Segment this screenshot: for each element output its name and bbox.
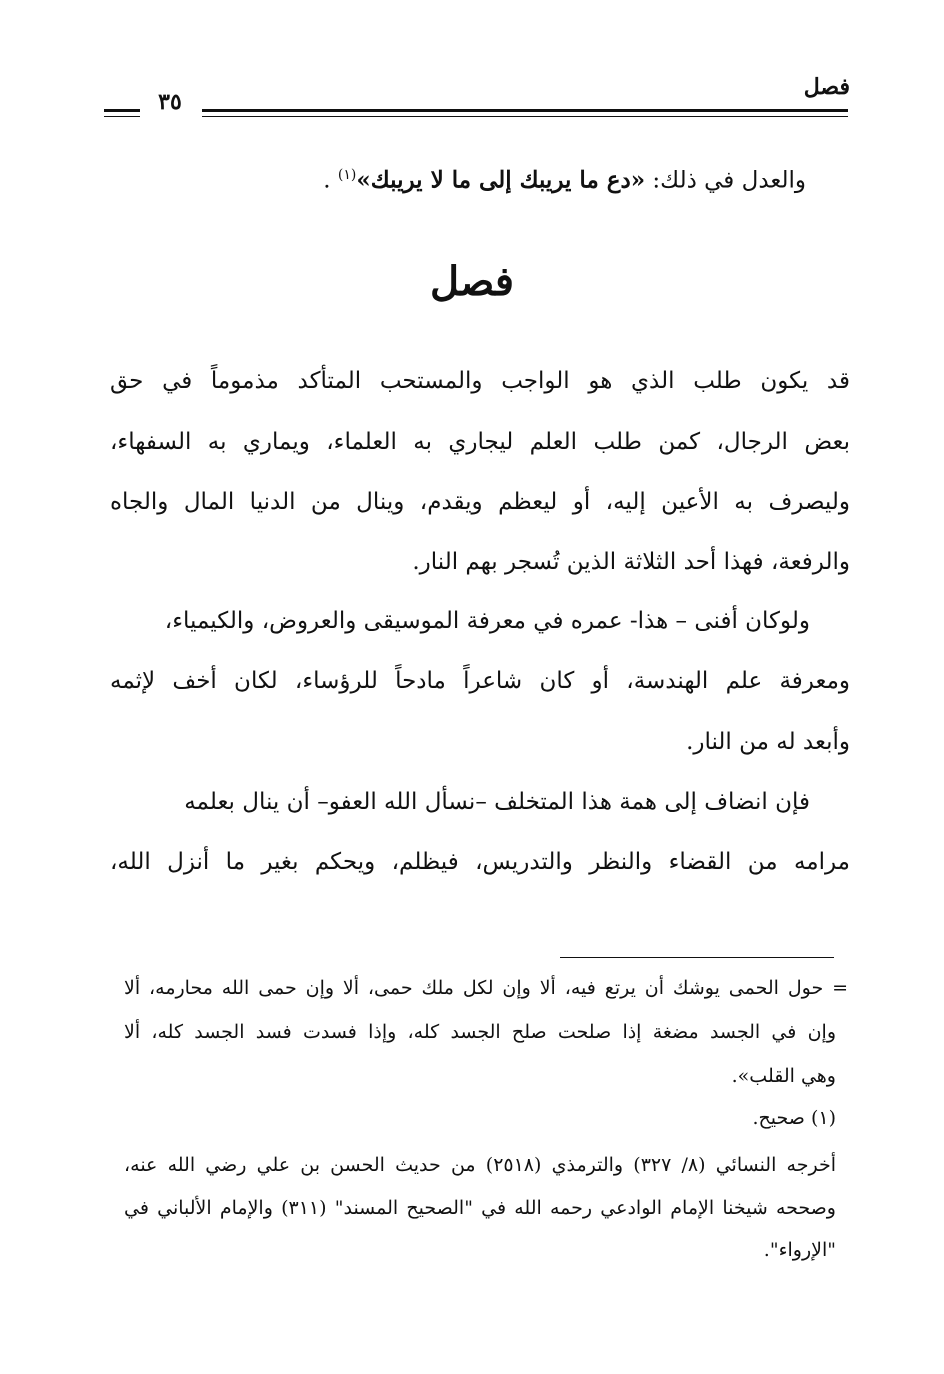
running-title: فصل — [803, 74, 850, 100]
page-number: ٣٥ — [158, 89, 182, 115]
footnote-line: وصححه شيخنا الإمام الوادعي رحمه الله في "الصحيح المسند" (٣١١) والإمام الألباني في — [124, 1197, 836, 1219]
section-heading: فصل — [429, 258, 515, 305]
footnote-marker: (١) — [337, 167, 357, 183]
header-rule-thick — [202, 109, 848, 112]
body-line: وليصرف به الأعين إليه، أو ليعظم ويقدم، وينال من الدنيا المال والجاه — [110, 489, 850, 515]
opening-line — [323, 160, 806, 196]
body-line: بعض الرجال، كمن طلب العلم ليجاري به العلماء، ويماري به السفهاء، — [110, 429, 850, 455]
footnote-line: وهي القلب». — [731, 1065, 836, 1087]
footnote-line: "الإرواء". — [763, 1239, 836, 1261]
footnote-line: أخرجه النسائي (٨/ ٣٢٧) والترمذي (٢٥١٨) من حديث الحسن بن علي رضي الله عنه، — [124, 1154, 836, 1176]
body-line: قد يكون طلب الذي هو الواجب والمستحب المتأكد مذموماً في حق — [110, 368, 850, 394]
body-line: والرفعة، فهذا أحد الثلاثة الذين تُسجر بهم النار. — [412, 549, 850, 575]
hadith-quote: «دع ما يريبك إلى ما لا يريبك» — [356, 166, 646, 194]
body-line: وأبعد له من النار. — [686, 729, 850, 755]
page-number-rule-thin — [104, 116, 140, 117]
opening-lead: والعدل في ذلك: — [645, 167, 806, 194]
footnote-line: وإن في الجسد مضغة إذا صلحت صلح الجسد كله، وإذا فسدت فسد الجسد كله، ألا — [124, 1021, 836, 1043]
opening-end: . — [323, 167, 338, 194]
body-line: مرامه من القضاء والنظر والتدريس، فيظلم، ويحكم بغير ما أنزل الله، — [110, 849, 850, 875]
body-line: فإن انضاف إلى همة هذا المتخلف –نسأل الله العفو– أن ينال بعلمه — [184, 789, 810, 815]
footnote-line: = حول الحمى يوشك أن يرتع فيه، ألا وإن لكل ملك حمى، ألا وإن حمى الله محارمه، ألا — [124, 977, 848, 999]
header-rule-thin — [202, 116, 848, 117]
body-line: ومعرفة علم الهندسة، أو كان شاعراً مادحاً للرؤساء، لكان أخف لإثمه — [110, 668, 850, 694]
footnote-label: (١) صحيح. — [752, 1107, 836, 1129]
body-line: ولوكان أفنى – هذا- عمره في معرفة الموسيقى والعروض، والكيمياء، — [164, 608, 810, 634]
footnote-separator — [560, 957, 834, 958]
page-number-rule-thick — [104, 109, 140, 112]
